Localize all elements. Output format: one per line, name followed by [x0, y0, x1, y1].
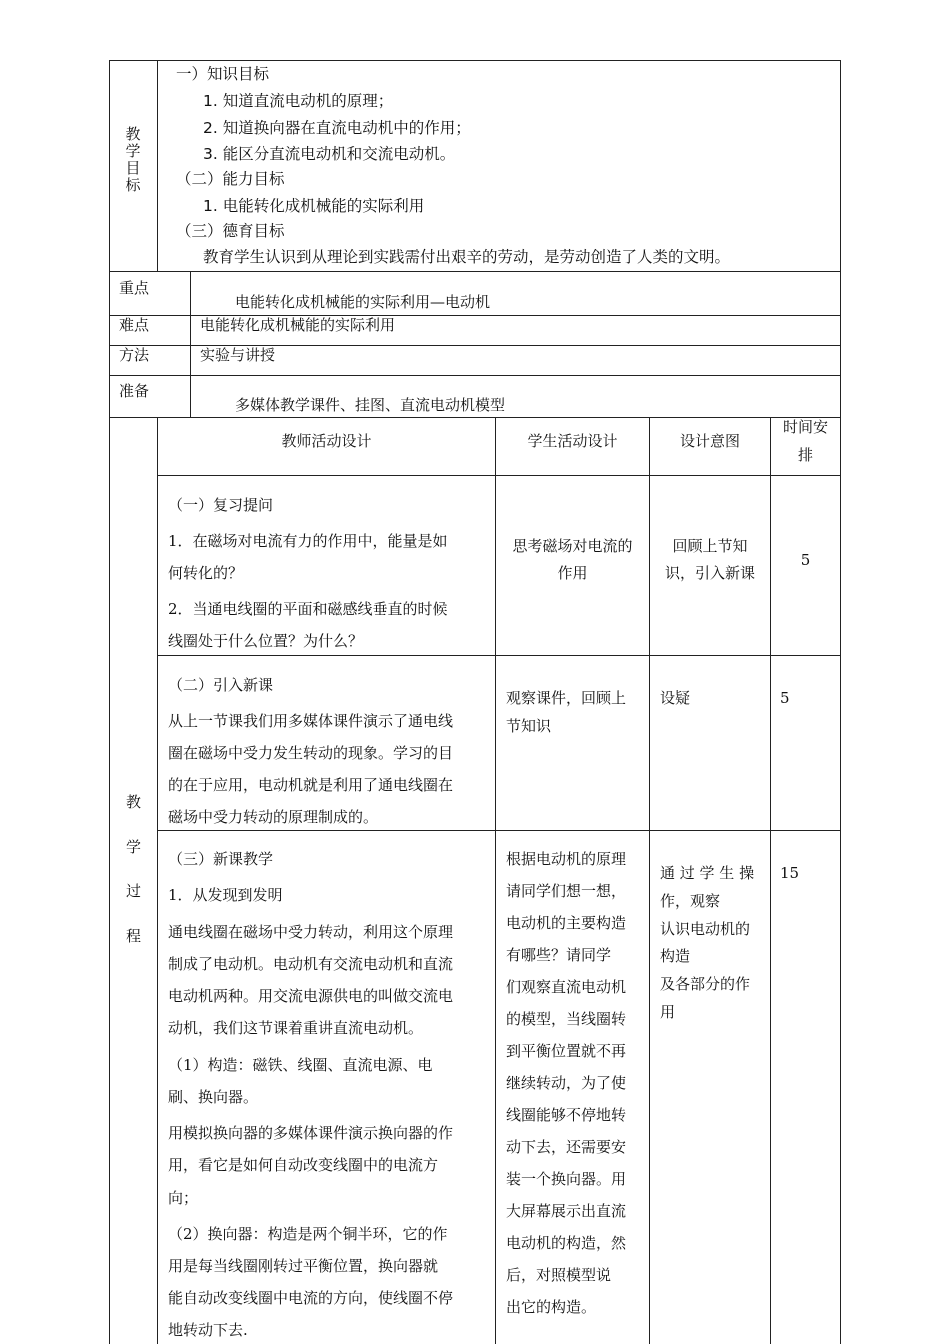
teacher-line: 地转动下去.	[168, 1321, 248, 1339]
knowledge-item: 3. 能区分直流电动机和交流电动机。	[203, 145, 456, 163]
difficulty-label: 难点	[119, 316, 150, 334]
student-line: 思考磁场对电流的	[512, 537, 633, 555]
student-line: 有哪些？请同学	[506, 946, 612, 964]
moral-text: 教育学生认识到从理论到实践需付出艰辛的劳动，是劳动创造了人类的文明。	[203, 248, 731, 266]
teacher-line: 何转化的？	[168, 564, 244, 582]
intent-line: 设疑	[660, 689, 691, 707]
student-line: 作用	[557, 564, 588, 582]
time-value: 15	[780, 864, 800, 882]
student-line: 观察课件，回顾上	[506, 689, 627, 707]
teacher-line: 从上一节课我们用多媒体课件演示了通电线	[168, 712, 454, 730]
prep-value: 多媒体教学课件、挂图、直流电动机模型	[235, 396, 506, 414]
intent-line: 构造	[660, 947, 691, 965]
process-side-char: 过	[126, 882, 142, 900]
teacher-line: 电动机两种。用交流电源供电的叫做交流电	[168, 987, 454, 1005]
teacher-line: 磁场中受力转动的原理制成的。	[168, 808, 379, 826]
teacher-line: 用模拟换向器的多媒体课件演示换向器的作	[168, 1124, 454, 1142]
knowledge-title: 一）知识目标	[176, 65, 270, 83]
teacher-line: 刷、换向器。	[168, 1088, 259, 1106]
student-line: 线圈能够不停地转	[506, 1106, 627, 1124]
intent-line: 作，观察	[660, 892, 721, 910]
intent-line: 识，引入新课	[664, 564, 755, 582]
student-line: 到平衡位置就不再	[506, 1042, 627, 1060]
teacher-line: 动机，我们这节课着重讲直流电动机。	[168, 1019, 424, 1037]
teacher-line: 能自动改变线圈中电流的方向，使线圈不停	[168, 1289, 454, 1307]
intent-line: 通 过 学 生 操	[660, 864, 755, 882]
key-label: 重点	[119, 279, 150, 297]
teacher-line: 圈在磁场中受力发生转动的现象。学习的目	[168, 744, 454, 762]
prep-label: 准备	[119, 382, 150, 400]
student-line: 装一个换向器。用	[506, 1170, 627, 1188]
method-value: 实验与讲授	[200, 346, 276, 364]
ability-item: 1. 电能转化成机械能的实际利用	[203, 197, 425, 215]
student-line: 请同学们想一想，	[506, 882, 627, 900]
student-line: 电动机的主要构造	[506, 914, 627, 932]
teacher-line: （三）新课教学	[168, 850, 274, 868]
intent-line: 及各部分的作	[660, 975, 751, 993]
teacher-line: 制成了电动机。电动机有交流电动机和直流	[168, 955, 454, 973]
time-value: 5	[800, 551, 811, 569]
student-line: 继续转动，为了使	[506, 1074, 627, 1092]
teacher-line: 线圈处于什么位置？为什么？	[168, 632, 364, 650]
student-line: 们观察直流电动机	[506, 978, 627, 996]
ability-title: （二）能力目标	[176, 170, 285, 188]
student-line: 的模型，当线圈转	[506, 1010, 627, 1028]
process-side-char: 教	[126, 793, 142, 811]
header-time: 时间安	[782, 418, 828, 436]
student-line: 节知识	[506, 717, 552, 735]
teacher-line: 的在于应用，电动机就是利用了通电线圈在	[168, 776, 454, 794]
student-line: 电动机的构造，然	[506, 1234, 627, 1252]
teacher-line: 用是每当线圈刚转过平衡位置，换向器就	[168, 1257, 439, 1275]
teacher-line: （一）复习提问	[168, 496, 274, 514]
teacher-line: 2．当通电线圈的平面和磁感线垂直的时候	[168, 600, 448, 618]
process-side-char: 学	[126, 838, 142, 856]
time-value: 5	[780, 689, 790, 707]
method-label: 方法	[119, 346, 150, 364]
teacher-line: （2）换向器：构造是两个铜半环，它的作	[168, 1225, 448, 1243]
header-time: 排	[797, 446, 813, 464]
key-value: 电能转化成机械能的实际利用—电动机	[235, 293, 491, 311]
header-intent: 设计意图	[679, 432, 740, 450]
header-teacher: 教师活动设计	[281, 432, 372, 450]
intent-line: 用	[660, 1003, 676, 1021]
teacher-line: 用，看它是如何自动改变线圈中的电流方	[168, 1156, 439, 1174]
student-line: 出它的构造。	[506, 1298, 597, 1316]
student-line: 大屏幕展示出直流	[506, 1202, 627, 1220]
difficulty-value: 电能转化成机械能的实际利用	[200, 316, 396, 334]
teacher-line: 通电线圈在磁场中受力转动，利用这个原理	[168, 923, 454, 941]
student-line: 动下去，还需要安	[506, 1138, 627, 1156]
moral-title: （三）德育目标	[176, 222, 285, 240]
intent-line: 认识电动机的	[660, 920, 751, 938]
teacher-line: 1．在磁场对电流有力的作用中，能量是如	[168, 532, 448, 550]
teacher-line: （1）构造：磁铁、线圈、直流电源、电	[168, 1056, 433, 1074]
objectives-side-label: 教学目标	[125, 125, 141, 194]
student-line: 后，对照模型说	[506, 1266, 612, 1284]
student-line: 根据电动机的原理	[506, 850, 627, 868]
knowledge-item: 2. 知道换向器在直流电动机中的作用；	[203, 119, 471, 137]
intent-line: 回顾上节知	[672, 537, 748, 555]
process-side-char: 程	[126, 927, 142, 945]
teacher-line: （二）引入新课	[168, 676, 274, 694]
knowledge-item: 1. 知道直流电动机的原理；	[203, 92, 394, 110]
teacher-line: 向；	[168, 1189, 199, 1207]
header-student: 学生活动设计	[527, 432, 618, 450]
teacher-line: 1．从发现到发明	[168, 886, 283, 904]
